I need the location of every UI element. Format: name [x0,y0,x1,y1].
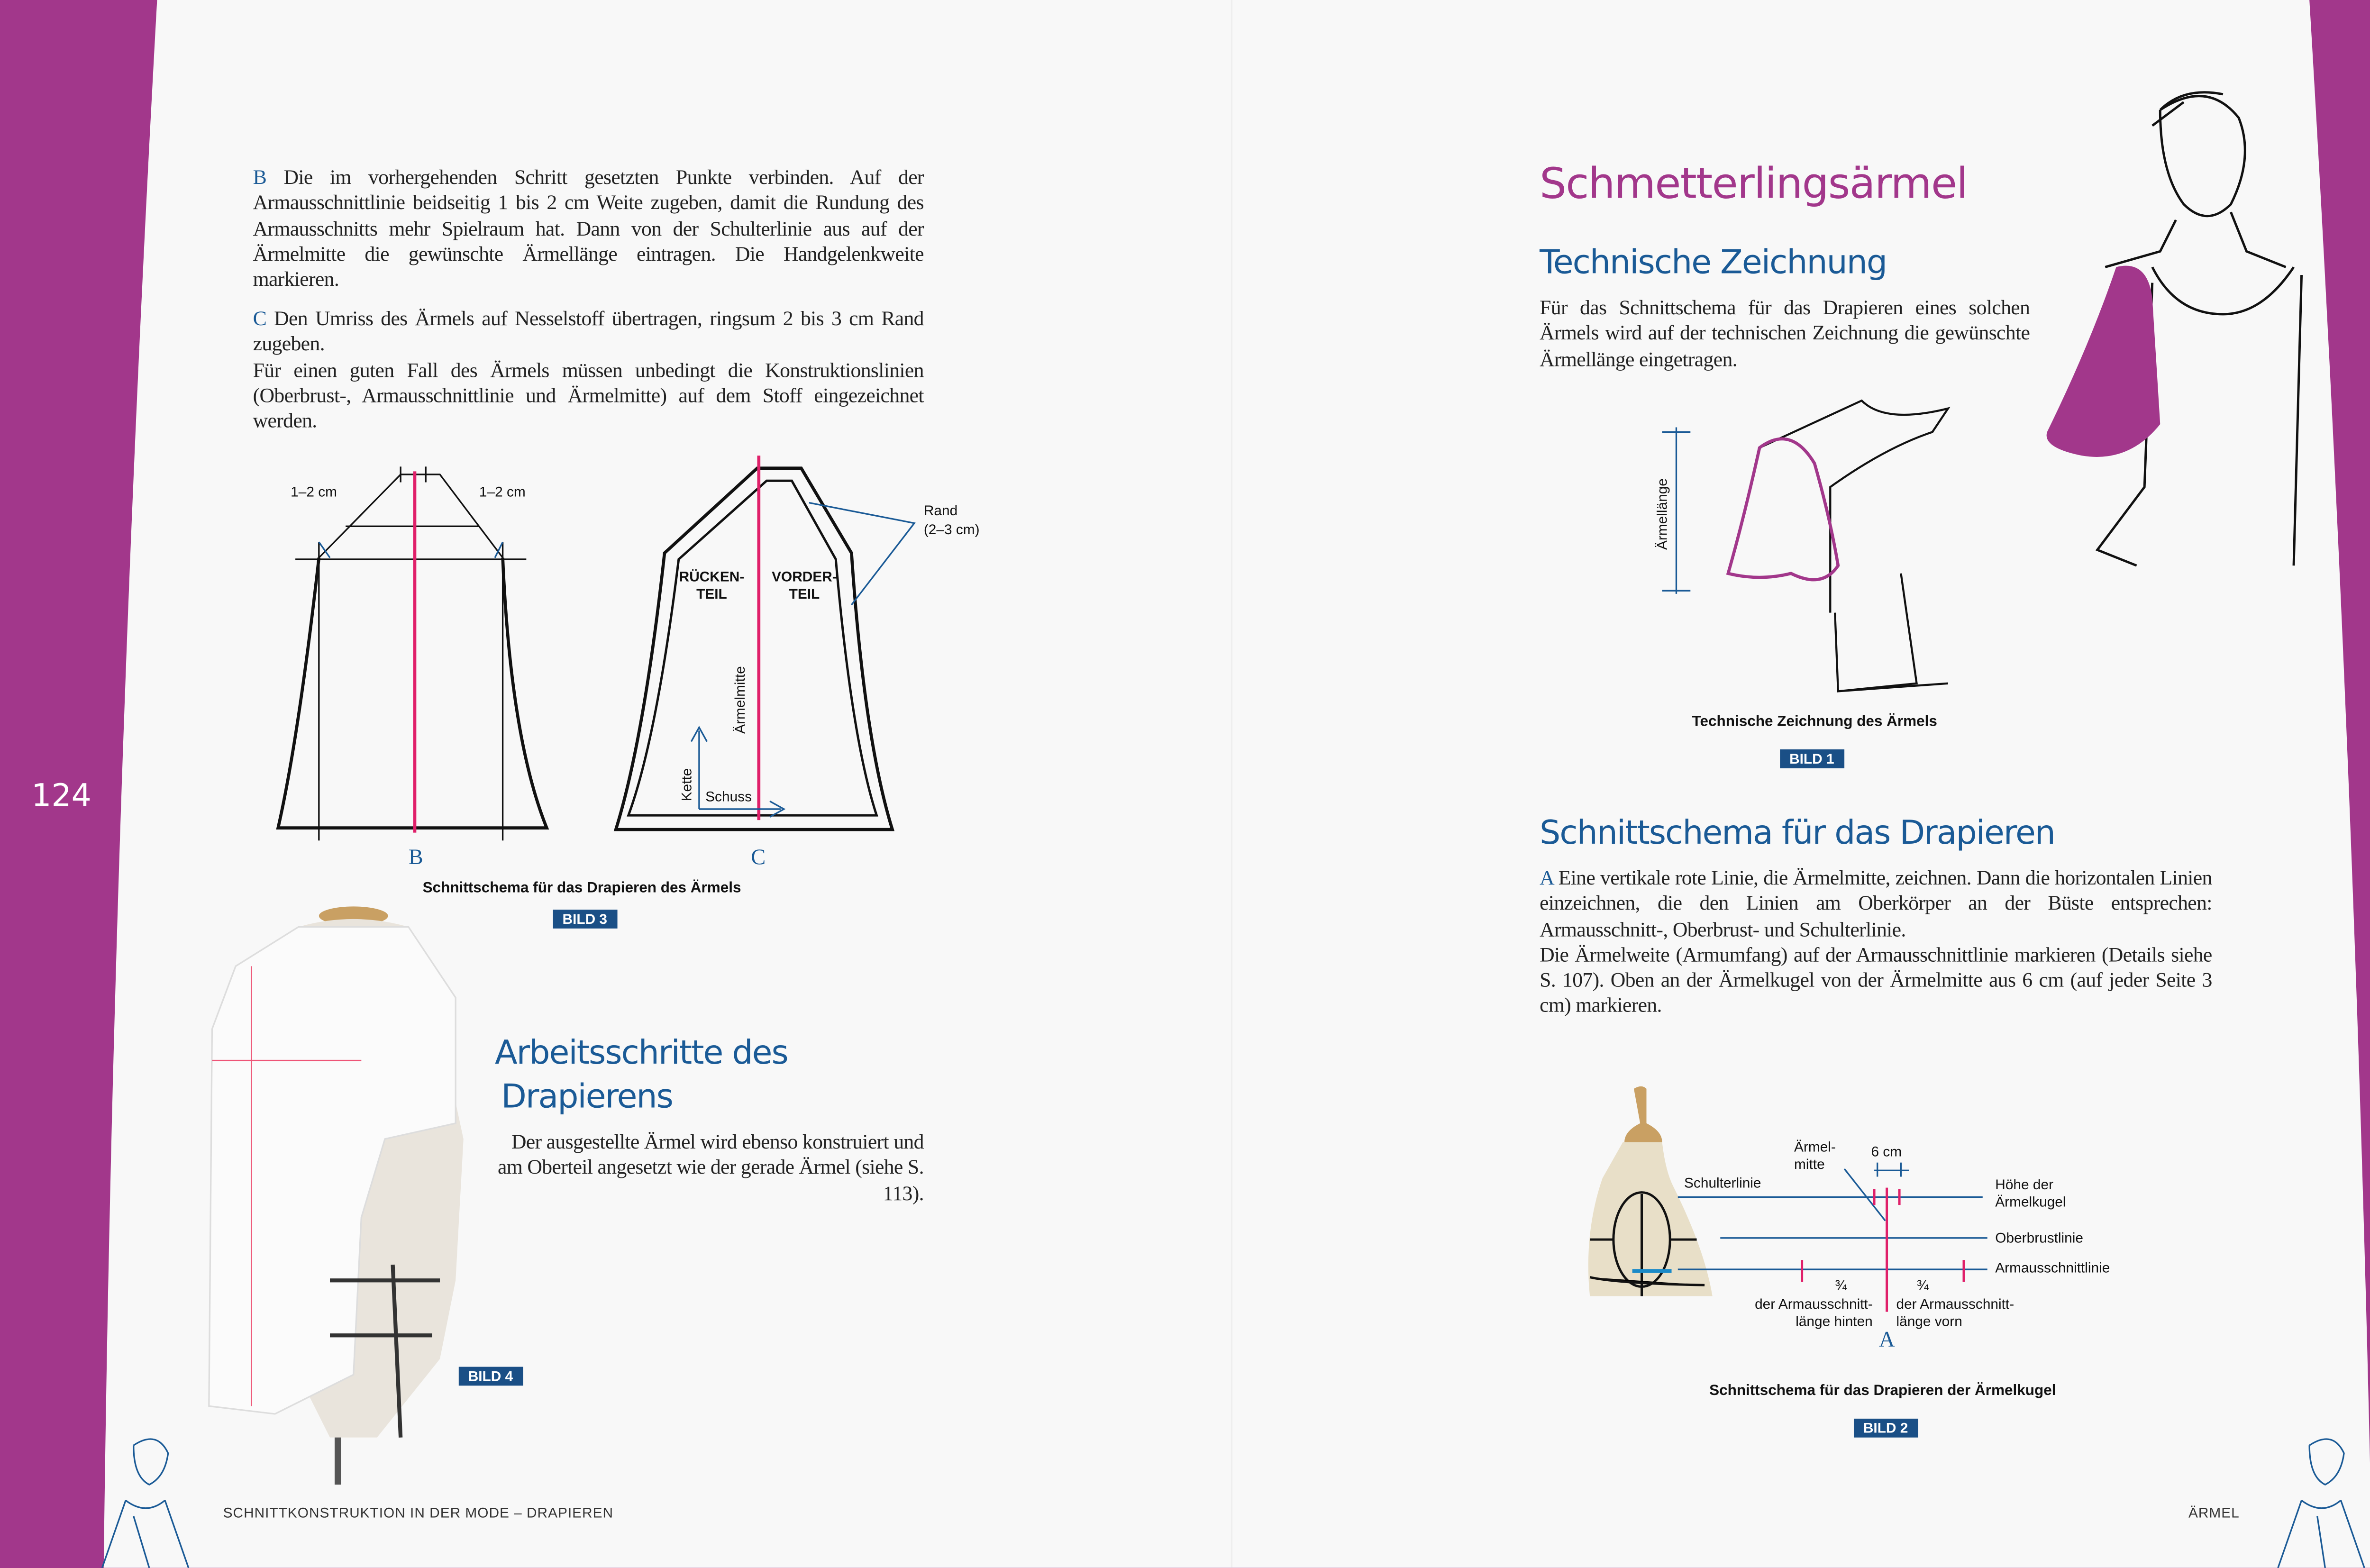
figure2-caption: Schnittschema für das Drapieren der Ärmelkugel [1709,1382,2056,1400]
dress-form-photo [204,903,479,1485]
subsection-title-schema: Schnittschema für das Drapieren [1540,813,2055,852]
step-text: Die Ärmelweite (Armumfang) auf der Armausschnittlinie markieren (Details siehe S. 107). Oben an der Ärmelkugel von der Ärmelmitte aus 6 cm (auf jeder Seite 3 cm) markieren. [1540,942,2212,1018]
chapter-title: Schmetterlingsärmel [1540,160,1968,209]
page-number-left: 124 [31,776,91,814]
six-cm-label: 6 cm [1871,1143,1902,1160]
step-b-paragraph [253,165,924,293]
sleeve-pattern-diagram [267,456,927,848]
sleeve-center-label: Ärmelmitte [732,666,748,734]
step-letter: B [253,165,267,189]
width-label-right: 1–2 cm [479,483,526,500]
figure3-caption: Schnittschema für das Drapieren des Ärmels [422,880,741,897]
figure-letter-b: B [408,847,423,871]
figure4-badge: BILD 4 [459,1367,522,1386]
fashion-sketch-icon-right [2270,1430,2370,1568]
front-part-label: VORDER- TEIL [772,568,837,602]
back-armhole-label: der Armausschnitt- länge hinten [1755,1296,1873,1329]
schema-paragraph [1540,866,2212,1019]
rand-label: Rand [923,502,958,519]
section-title: Arbeitsschritte des Drapierens [495,1033,788,1116]
figure1-caption: Technische Zeichnung des Ärmels [1692,713,1937,731]
step-c-paragraph [253,306,924,434]
step-letter: A [1540,866,1553,889]
rand-sub-label: (2–3 cm) [923,521,980,538]
fashion-sketch-icon-left [86,1430,204,1568]
fraction-left: ¾ [1835,1277,1847,1293]
step-text: Für einen guten Fall des Ärmels müssen unbedingt die Konstruktionslinien (Oberbrust-, Armausschnittlinie und Ärmelmitte) auf dem Stoff eingezeichnet werden. [253,357,924,433]
step-text: Den Umriss des Ärmels auf Nesselstoff übertragen, ringsum 2 bis 3 cm Rand zugeben. [253,306,924,356]
technical-sleeve-drawing [1634,393,1979,699]
front-armhole-label: der Armausschnitt- länge vorn [1896,1296,2014,1329]
butterfly-sleeve-illustration [2034,79,2317,582]
sleeve-length-label: Ärmellänge [1654,478,1670,550]
section-text: Der ausgestellte Ärmel wird ebenso konstruiert und am Oberteil angesetzt wie der gerade Ärmel (siehe S. 113). [498,1130,924,1204]
warp-label: Kette [678,768,694,802]
figure-letter-a: A [1879,1329,1895,1353]
upper-bust-line-label: Oberbrustlinie [1995,1230,2083,1246]
subsection-title-technical: Technische Zeichnung [1540,243,1887,282]
footer-left: SCHNITTKONSTRUKTION IN DER MODE – DRAPIEREN [223,1505,614,1521]
cap-height-label: Höhe der Ärmelkugel [1995,1176,2066,1210]
step-letter: C [253,306,267,330]
figure3-badge: BILD 3 [553,910,617,929]
armhole-line-label: Armausschnittlinie [1995,1260,2110,1276]
step-text: Eine vertikale rote Linie, die Ärmelmitte, zeichnen. Dann die horizontalen Linien einzeichnen, die den Linien am Oberkörper an der Büste entsprechen: Armausschnitt-, Oberbrust- und Schulterlinie. [1540,866,2212,940]
step-text: Die im vorhergehenden Schritt gesetzten Punkte verbinden. Auf der Armausschnittlinie beidseitig 1 bis 2 cm Weite zugeben, damit die Rundung des Armausschnitts mehr Spielraum hat. Dann von der Schulterlinie aus auf der Ärmelmitte die gewünschte Ärmellänge eintragen. Die Handgelenkweite markieren. [253,165,924,291]
technical-text: Für das Schnittschema für das Drapieren eines solchen Ärmels wird auf der technischen Zeichnung die gewünschte Ärmellänge eingetragen. [1540,295,2030,370]
weft-label: Schuss [705,788,752,804]
back-part-label: RÜCKEN- TEIL [679,568,745,602]
figure-letter-c: C [751,847,766,871]
fraction-right: ¾ [1916,1277,1929,1293]
shoulder-line-label: Schulterlinie [1684,1175,1761,1191]
footer-right: ÄRMEL [2188,1505,2240,1521]
width-label-left: 1–2 cm [291,483,337,500]
figure1-badge: BILD 1 [1780,749,1843,768]
figure2-badge: BILD 2 [1854,1419,1917,1438]
sleeve-center-label: Ärmel- mitte [1794,1139,1836,1172]
